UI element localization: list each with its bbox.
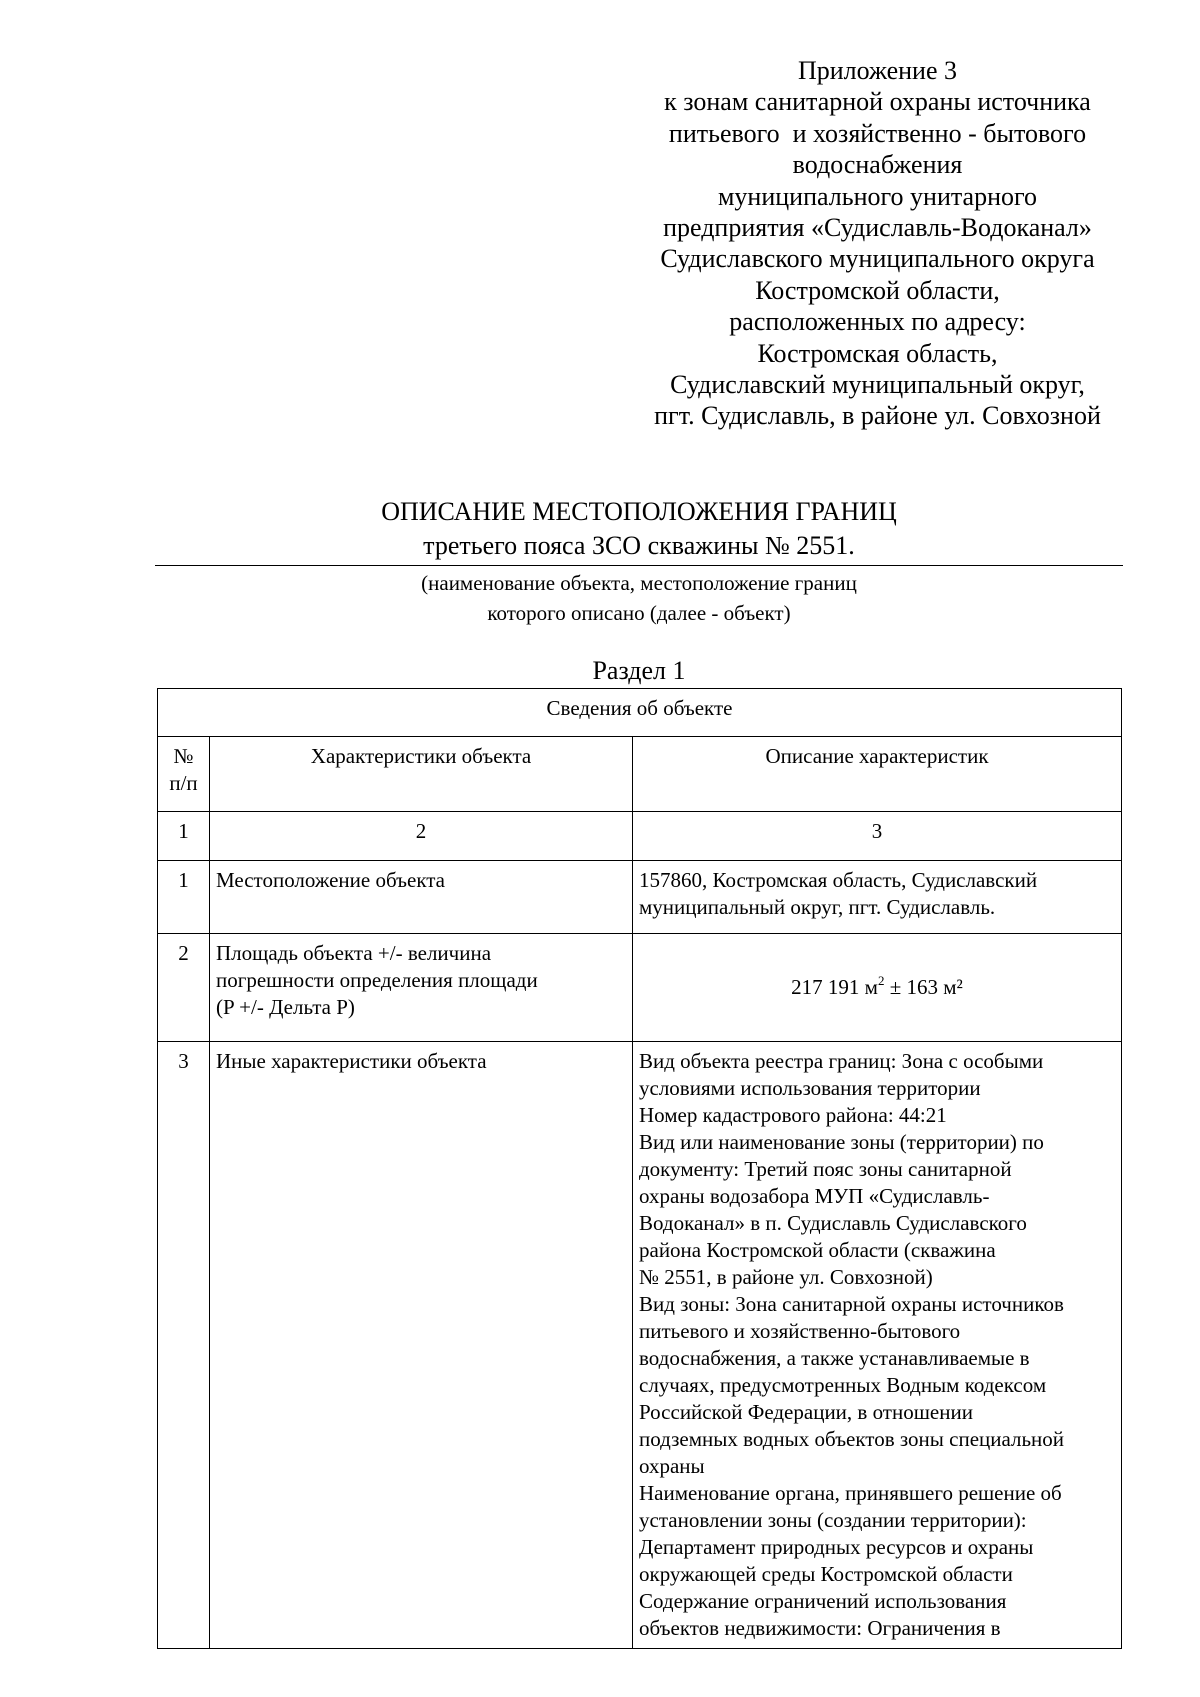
document-subtitle: третьего пояса ЗСО скважины № 2551. [423, 531, 855, 560]
area-value: 217 191 м [791, 975, 878, 999]
row-number: 2 [158, 934, 210, 1042]
appendix-line: расположенных по адресу: [729, 307, 1026, 337]
description-line: документу: Третий пояс зоны санитарной [639, 1157, 1012, 1181]
appendix-line: Приложение 3 [797, 56, 958, 85]
table-caption-row [158, 689, 1122, 737]
header-description: Описание характеристик [633, 737, 1122, 812]
description-line: питьевого и хозяйственно-бытового [639, 1319, 961, 1343]
characteristic-line: погрешности определения площади [216, 968, 538, 992]
caption-line: (наименование объекта, местоположение границ [421, 571, 857, 595]
header-number-line1: № [173, 744, 194, 768]
appendix-line: Судиславский муниципальный округ, [670, 370, 1085, 400]
appendix-line: предприятия «Судиславль-Водоканал» [663, 213, 1092, 243]
appendix-line: Костромская область, [757, 338, 998, 368]
column-number: 2 [210, 812, 633, 861]
appendix-line: водоснабжения [792, 150, 963, 180]
caption-line: которого описано (далее - объект) [487, 601, 791, 625]
table-row [158, 934, 1122, 1042]
header-number-line2: п/п [169, 771, 198, 795]
description-line: Наименование органа, принявшего решение об [639, 1481, 1062, 1505]
description-line: Номер кадастрового района: 44:21 [639, 1103, 947, 1127]
row-characteristic [210, 861, 633, 934]
appendix-line: пгт. Судиславль, в районе ул. Совхозной [654, 401, 1101, 431]
title-underline [155, 565, 1123, 566]
description-line: муниципальный округ, пгт. Судиславль. [639, 895, 996, 919]
row-characteristic [210, 1042, 633, 1649]
header-characteristics: Характеристики объекта [210, 737, 633, 812]
document-title: ОПИСАНИЕ МЕСТОПОЛОЖЕНИЯ ГРАНИЦ [381, 497, 897, 526]
area-error: ± 163 м² [884, 975, 963, 999]
table-caption: Сведения об объекте [158, 689, 1122, 737]
section-label: Раздел 1 [592, 656, 686, 685]
description-line: Вид зоны: Зона санитарной охраны источников [639, 1292, 1064, 1316]
appendix-line: питьевого и хозяйственно - бытового [668, 118, 1087, 148]
appendix-line: к зонам санитарной охраны источника [664, 87, 1091, 117]
table-row [158, 1042, 1122, 1649]
description-line: установлении зоны (создании территории): [639, 1508, 1027, 1532]
description-line: случаях, предусмотренных Водным кодексом [639, 1373, 1047, 1397]
object-info-table [157, 688, 1122, 1649]
object-caption [155, 568, 1123, 628]
description-line: Российской Федерации, в отношении [639, 1400, 973, 1424]
characteristic-line: Площадь объекта +/- величина [216, 941, 492, 965]
header-number [158, 737, 210, 812]
column-number: 3 [633, 812, 1122, 861]
description-line: водоснабжения, а также устанавливаемые в [639, 1346, 1030, 1370]
characteristic-line: Иные характеристики объекта [216, 1049, 487, 1073]
area-value-cell [633, 934, 1122, 1042]
appendix-block [605, 55, 1150, 432]
row-description [633, 1042, 1122, 1649]
appendix-line: муниципального унитарного [717, 181, 1038, 211]
row-characteristic [210, 934, 633, 1042]
description-line: условиями использования территории [639, 1076, 981, 1100]
area-unit-exponent: 2 [877, 973, 885, 988]
description-line: Вид или наименование зоны (территории) по [639, 1130, 1044, 1154]
description-line: Содержание ограничений использования [639, 1589, 1007, 1613]
description-line: района Костромской области (скважина [639, 1238, 996, 1262]
description-line: охраны водозабора МУП «Судиславль- [639, 1184, 990, 1208]
description-line: Водоканал» в п. Судиславль Судиславского [639, 1211, 1027, 1235]
table-row [158, 861, 1122, 934]
description-line: Вид объекта реестра границ: Зона с особыми [639, 1049, 1044, 1073]
appendix-line: Судиславского муниципального округа [660, 244, 1095, 274]
column-number-row [158, 812, 1122, 861]
row-description [633, 861, 1122, 934]
appendix-line: Костромской области, [755, 275, 1000, 305]
column-number: 1 [158, 812, 210, 861]
description-line: № 2551, в районе ул. Совхозной) [639, 1265, 933, 1289]
description-line: 157860, Костромская область, Судиславский [639, 868, 1038, 892]
row-number: 3 [158, 1042, 210, 1649]
description-line: окружающей среды Костромской области [639, 1562, 1013, 1586]
description-line: подземных водных объектов зоны специальной [639, 1427, 1065, 1451]
characteristic-line: Местоположение объекта [216, 868, 446, 892]
description-line: охраны [639, 1454, 705, 1478]
row-number: 1 [158, 861, 210, 934]
description-line: Департамент природных ресурсов и охраны [639, 1535, 1034, 1559]
characteristic-line: (P +/- Дельта P) [216, 995, 355, 1019]
description-line: объектов недвижимости: Ограничения в [639, 1616, 1001, 1640]
table-header-row [158, 737, 1122, 812]
